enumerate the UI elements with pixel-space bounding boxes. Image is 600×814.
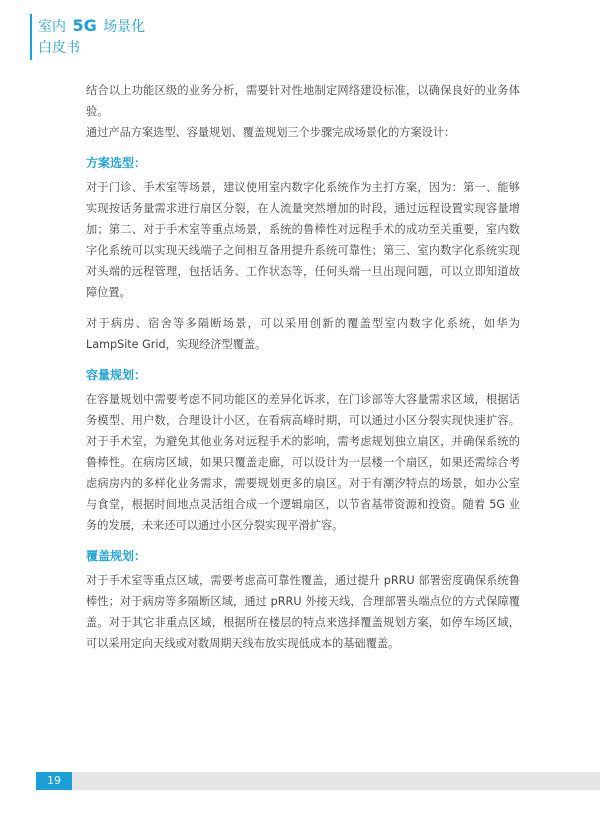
intro-paragraph: 通过产品方案选型、容量规划、覆盖规划三个步骤完成场景化的方案设计： bbox=[86, 126, 456, 139]
header-title bbox=[38, 16, 145, 37]
section-heading-solution: 方案选型： bbox=[86, 156, 147, 170]
page-content bbox=[86, 80, 520, 654]
section-heading-capacity: 容量规划： bbox=[86, 368, 147, 382]
page-header bbox=[0, 0, 600, 66]
header-title-5g: 5G bbox=[72, 16, 97, 35]
header-subtitle: 白皮书 bbox=[38, 40, 80, 56]
page-footer bbox=[0, 772, 600, 790]
section-paragraph: 在容量规划中需要考虑不同功能区的差异化诉求，在门诊部等大容量需求区域，根据话务模型、用户数，合理设计小区，在看病高峰时期，可以通过小区分裂实现快速扩容。对于手术室，为避免其他业务对远程手术的影响，需考虑规划独立扇区，并确保系统的鲁棒性。在病房区域，如果只覆盖走廊，可以设计为一层楼一个扇区，如果还需综合考虑病房内的多样化业务需求，需要规划更多的扇区。对于有潮汐特点的场景，如办公室与食堂，根据时间地点灵活组合成一个逻辑扇区，以节省基带资源和投资。随着 5G 业务的发展，未来还可以通过小区分裂实现平滑扩容。 bbox=[86, 393, 520, 532]
intro-paragraph: 结合以上功能区级的业务分析，需要针对性地制定网络建设标准，以确保良好的业务体验。 bbox=[86, 84, 520, 118]
section-paragraph: 对于门诊、手术室等场景，建议使用室内数字化系统作为主打方案，因为：第一、能够实现按话务量需求进行扇区分裂，在人流量突然增加的时段，通过远程设置实现容量增加；第二、对于手术室等重点场景，系统的鲁棒性对远程手术的成功至关重要，室内数字化系统可以实现天线端子之间相互备用提升系统可靠性；第三、室内数字化系统实现对头端的远程管理，包括话务、工作状态等，任何头端一旦出现问题，可以立即知道故障位置。 bbox=[86, 181, 520, 299]
page-number: 19 bbox=[36, 772, 72, 790]
section-paragraph: 对于病房、宿舍等多隔断场景，可以采用创新的覆盖型室内数字化系统，如华为 LampSite Grid，实现经济型覆盖。 bbox=[86, 317, 520, 351]
footer-band bbox=[72, 772, 600, 790]
header-title-prefix: 室内 bbox=[38, 19, 66, 35]
section-paragraph: 对于手术室等重点区域，需要考虑高可靠性覆盖，通过提升 pRRU 部署密度确保系统鲁棒性；对于病房等多隔断区域，通过 pRRU 外接天线，合理部署头端点位的方式保障覆盖。对于其它非重点区域，根据所在楼层的特点来选择覆盖规划方案，如停车场区域，可以采用定向天线或对数周期天线布放实现低成本的基础覆盖。 bbox=[86, 574, 520, 650]
header-accent-bar bbox=[30, 14, 32, 60]
header-title-suffix: 场景化 bbox=[103, 19, 146, 35]
section-heading-coverage: 覆盖规划： bbox=[86, 549, 147, 563]
